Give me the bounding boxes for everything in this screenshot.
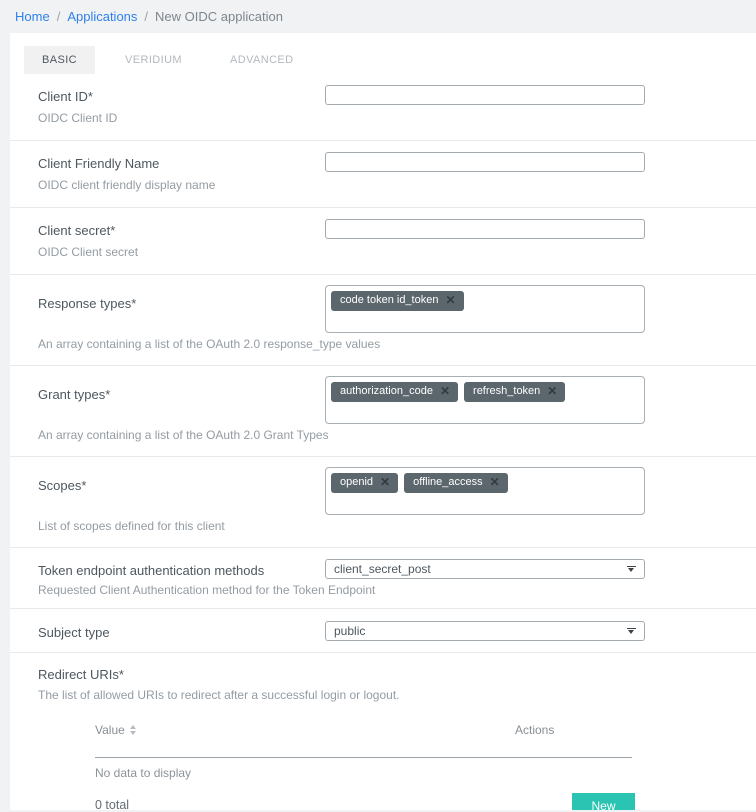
- client-secret-input[interactable]: [325, 219, 645, 239]
- tab-bar: [10, 33, 756, 74]
- table-empty-message: No data to display: [95, 766, 192, 780]
- remove-tag-icon[interactable]: ✕: [547, 384, 558, 398]
- table-header-actions: Actions: [515, 723, 555, 737]
- breadcrumb-link-applications[interactable]: Applications: [67, 9, 138, 24]
- field-row-scopes: [10, 457, 756, 548]
- table-header-value-label: Value: [95, 723, 125, 737]
- tag-chip-label: openid: [340, 476, 374, 488]
- tag-chip-code-token-id-token: [331, 291, 464, 311]
- breadcrumb-link-home[interactable]: Home: [15, 9, 50, 24]
- breadcrumb: [0, 0, 756, 33]
- tab-basic[interactable]: BASIC: [24, 46, 95, 74]
- client-friendly-name-label: Client Friendly Name: [38, 156, 160, 171]
- client-id-description: OIDC Client ID: [38, 111, 118, 125]
- remove-tag-icon[interactable]: ✕: [380, 475, 391, 489]
- tag-chip-label: code token id_token: [340, 294, 439, 306]
- caret-down-icon: [627, 566, 636, 573]
- client-secret-label: Client secret*: [38, 223, 116, 238]
- tab-veridium[interactable]: VERIDIUM: [125, 54, 182, 66]
- scopes-description: List of scopes defined for this client: [38, 519, 225, 533]
- tag-chip-label: refresh_token: [473, 385, 541, 397]
- response-types-description: An array containing a list of the OAuth 2.0 response_type values: [38, 337, 381, 351]
- tab-advanced[interactable]: ADVANCED: [230, 54, 294, 66]
- scopes-label: Scopes*: [38, 478, 87, 493]
- response-types-label: Response types*: [38, 296, 137, 311]
- client-id-input[interactable]: [325, 85, 645, 105]
- tag-chip-label: offline_access: [413, 476, 483, 488]
- client-id-label: Client ID*: [38, 89, 93, 104]
- field-row-client-id: [10, 74, 756, 141]
- field-row-token-endpoint-auth: [10, 548, 756, 609]
- token-endpoint-auth-label: Token endpoint authentication methods: [38, 563, 265, 578]
- field-row-client-friendly-name: [10, 141, 756, 208]
- field-row-client-secret: [10, 208, 756, 275]
- redirect-uris-description: The list of allowed URIs to redirect after a successful login or logout.: [38, 688, 400, 702]
- redirect-uris-section: [10, 653, 756, 810]
- token-endpoint-auth-selected-value: client_secret_post: [334, 562, 431, 576]
- token-endpoint-auth-select[interactable]: [325, 559, 645, 579]
- client-friendly-name-description: OIDC client friendly display name: [38, 178, 216, 192]
- tag-chip-authorization-code: [331, 382, 458, 402]
- grant-types-description: An array containing a list of the OAuth 2.0 Grant Types: [38, 428, 329, 442]
- subject-type-select[interactable]: [325, 621, 645, 641]
- sort-icon: [130, 725, 136, 735]
- grant-types-tagbox[interactable]: [325, 376, 645, 424]
- field-row-subject-type: [10, 609, 756, 653]
- scopes-tagbox[interactable]: [325, 467, 645, 515]
- client-friendly-name-input[interactable]: [325, 152, 645, 172]
- tag-chip-openid: [331, 473, 398, 493]
- caret-down-icon: [627, 628, 636, 635]
- tag-chip-label: authorization_code: [340, 385, 433, 397]
- form-card: [10, 33, 756, 810]
- breadcrumb-current-page: New OIDC application: [155, 9, 283, 24]
- client-secret-description: OIDC Client secret: [38, 245, 139, 259]
- remove-tag-icon[interactable]: ✕: [445, 293, 456, 307]
- field-row-response-types: [10, 275, 756, 366]
- subject-type-selected-value: public: [334, 624, 366, 638]
- response-types-tagbox[interactable]: [325, 285, 645, 333]
- table-divider: [95, 757, 632, 758]
- tag-chip-refresh-token: [464, 382, 565, 402]
- subject-type-label: Subject type: [38, 625, 110, 640]
- token-endpoint-auth-description: Requested Client Authentication method for the Token Endpoint: [38, 583, 376, 597]
- breadcrumb-separator: /: [56, 9, 61, 24]
- remove-tag-icon[interactable]: ✕: [489, 475, 500, 489]
- breadcrumb-separator: /: [144, 9, 149, 24]
- redirect-uris-table: [95, 723, 632, 810]
- new-redirect-uri-button[interactable]: New: [572, 793, 635, 810]
- remove-tag-icon[interactable]: ✕: [439, 384, 451, 398]
- tag-chip-offline-access: [404, 473, 508, 493]
- field-row-grant-types: [10, 366, 756, 457]
- grant-types-label: Grant types*: [38, 387, 111, 402]
- table-total-count: 0 total: [95, 798, 130, 810]
- redirect-uris-label: Redirect URIs*: [38, 667, 124, 682]
- table-header-value[interactable]: [95, 723, 515, 737]
